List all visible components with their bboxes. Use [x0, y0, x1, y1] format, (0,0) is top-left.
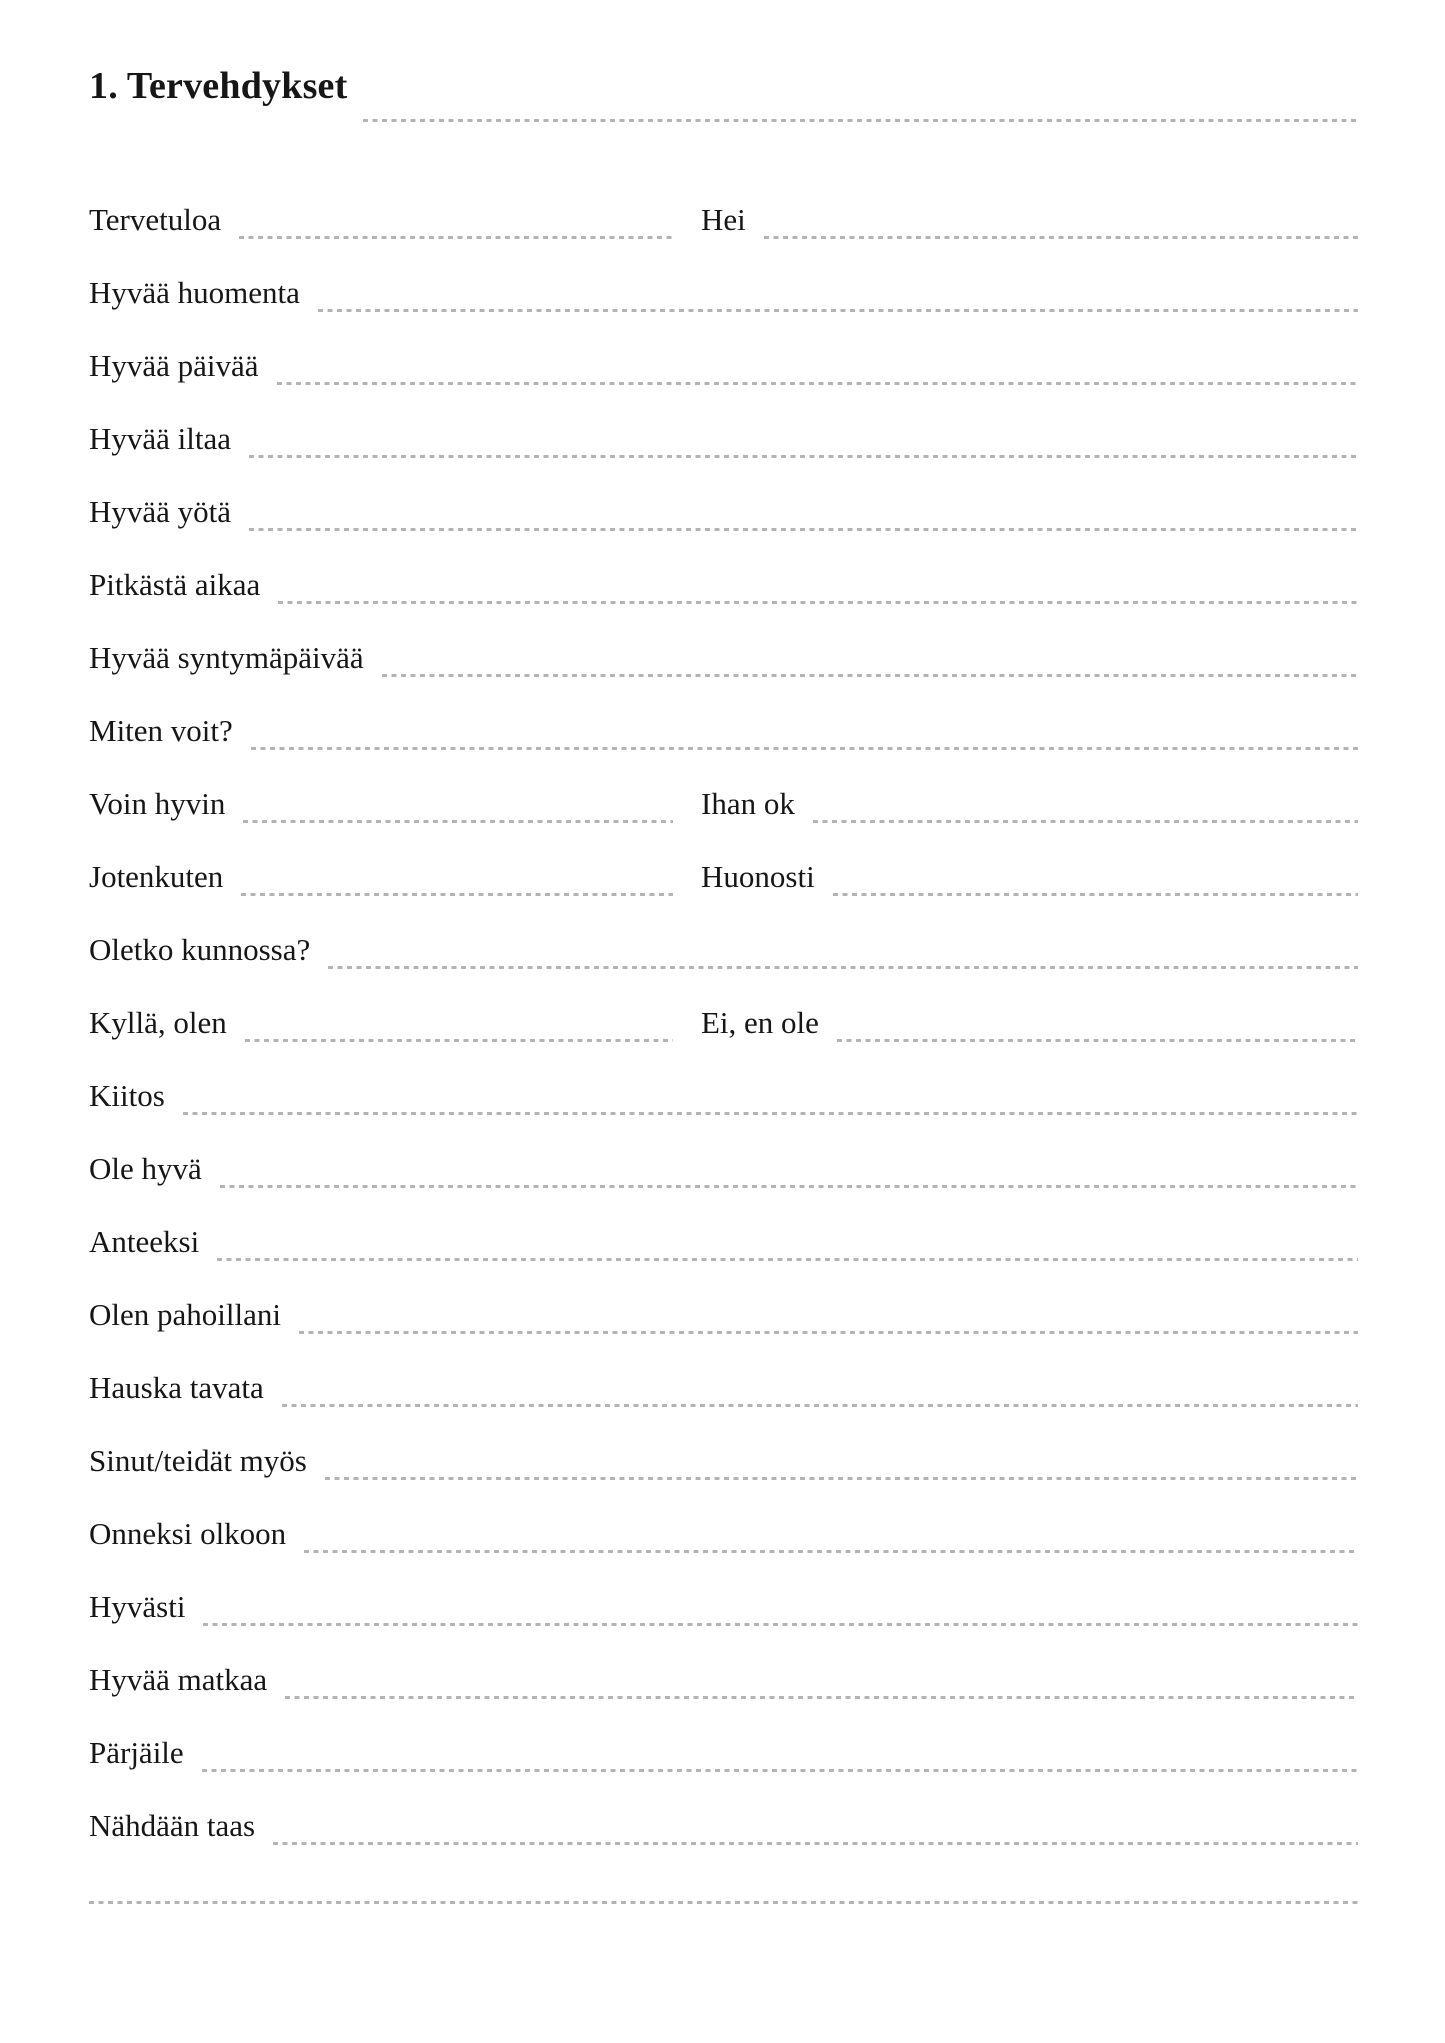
- phrase-cell: [89, 673, 1358, 746]
- phrase-row: [89, 527, 1358, 600]
- dotted-writing-line: [217, 1258, 1358, 1261]
- phrase-row: [89, 819, 1358, 892]
- phrase-cell: [89, 381, 1358, 454]
- dotted-writing-line: [278, 601, 1358, 604]
- phrase-row: [89, 1184, 1358, 1257]
- phrase-cell: [89, 1038, 1358, 1111]
- dotted-writing-line: [813, 820, 1358, 823]
- dotted-writing-line: [249, 455, 1358, 458]
- phrase-label: Miten voit?: [89, 712, 233, 748]
- dotted-writing-line: [220, 1185, 1358, 1188]
- phrase-cell: [701, 965, 1358, 1038]
- phrase-label: Hyvää päivää: [89, 347, 259, 383]
- dotted-writing-line: [241, 893, 673, 896]
- dotted-writing-line: [273, 1842, 1358, 1845]
- phrase-row: [89, 965, 1358, 1038]
- phrase-label: Nähdään taas: [89, 1807, 256, 1843]
- phrase-row: [89, 1476, 1358, 1549]
- dotted-writing-line: [382, 674, 1358, 677]
- phrase-row: [89, 600, 1358, 673]
- phrase-cell: [89, 819, 673, 892]
- phrase-cell: [89, 1768, 1358, 1841]
- phrase-row: [89, 454, 1358, 527]
- phrase-label: Hyvästi: [89, 1588, 186, 1624]
- phrase-cell: [89, 527, 1358, 600]
- phrase-row: [89, 162, 1358, 235]
- phrase-row: [89, 1038, 1358, 1111]
- phrase-row: [89, 308, 1358, 381]
- phrase-label: Sinut/teidät myös: [89, 1442, 307, 1478]
- phrase-cell: [701, 819, 1358, 892]
- phrase-row: [89, 1330, 1358, 1403]
- phrase-cell: [89, 308, 1358, 381]
- dotted-writing-line: [202, 1769, 1358, 1772]
- phrase-row: [89, 1622, 1358, 1695]
- dotted-writing-line: [239, 236, 673, 239]
- phrase-label: Hyvää huomenta: [89, 274, 300, 310]
- dotted-writing-line: [833, 893, 1358, 896]
- dotted-writing-line: [243, 820, 673, 823]
- dotted-writing-line: [325, 1477, 1358, 1480]
- phrase-cell: [89, 235, 1358, 308]
- phrase-label: Hyvää syntymäpäivää: [89, 639, 364, 675]
- phrase-row: [89, 1768, 1358, 1841]
- phrase-label: Hauska tavata: [89, 1369, 264, 1405]
- phrase-row: [89, 1257, 1358, 1330]
- phrase-cell: [89, 1330, 1358, 1403]
- phrase-row: [89, 235, 1358, 308]
- phrase-row: [89, 1111, 1358, 1184]
- phrase-cell: [89, 1549, 1358, 1622]
- phrase-label: Ihan ok: [701, 785, 795, 821]
- phrase-cell: [89, 1257, 1358, 1330]
- phrase-cell: [89, 1622, 1358, 1695]
- dotted-writing-line: [282, 1404, 1358, 1407]
- page-title: 1. Tervehdykset: [89, 65, 348, 107]
- phrase-row: [89, 381, 1358, 454]
- phrase-label: Anteeksi: [89, 1223, 200, 1259]
- dotted-writing-line: [304, 1550, 1358, 1553]
- phrase-label: Hei: [701, 201, 746, 237]
- dotted-writing-line: [318, 309, 1358, 312]
- phrase-label: Olen pahoillani: [89, 1296, 281, 1332]
- phrase-label: Ole hyvä: [89, 1150, 202, 1186]
- phrase-row: [89, 746, 1358, 819]
- dotted-writing-line: [245, 1039, 673, 1042]
- dotted-writing-line: [837, 1039, 1358, 1042]
- phrase-label: Pitkästä aikaa: [89, 566, 261, 602]
- phrase-cell: [89, 965, 673, 1038]
- phrase-row: [89, 673, 1358, 746]
- phrase-label: Ei, en ole: [701, 1004, 819, 1040]
- phrase-label: Huonosti: [701, 858, 815, 894]
- phrase-row: [89, 1549, 1358, 1622]
- phrase-row: [89, 1403, 1358, 1476]
- phrase-label: Hyvää matkaa: [89, 1661, 268, 1697]
- phrase-cell: [89, 892, 1358, 965]
- phrase-row: [89, 892, 1358, 965]
- phrase-label: Pärjäile: [89, 1734, 184, 1770]
- phrase-label: Voin hyvin: [89, 785, 226, 821]
- phrase-cell: [89, 1111, 1358, 1184]
- phrase-row: [89, 1695, 1358, 1768]
- dotted-writing-line: [251, 747, 1358, 750]
- dotted-writing-line: [277, 382, 1358, 385]
- dotted-writing-line: [764, 236, 1358, 239]
- dotted-writing-line: [328, 966, 1358, 969]
- phrase-cell: [89, 1403, 1358, 1476]
- phrase-cell: [89, 746, 673, 819]
- dotted-writing-line: [183, 1112, 1358, 1115]
- phrase-cell: [89, 1184, 1358, 1257]
- dotted-writing-line: [285, 1696, 1358, 1699]
- phrase-cell: [701, 746, 1358, 819]
- phrase-cell: [89, 1695, 1358, 1768]
- dotted-writing-line: [249, 528, 1358, 531]
- phrase-label: Kyllä, olen: [89, 1004, 227, 1040]
- phrase-cell: [89, 454, 1358, 527]
- phrase-label: Kiitos: [89, 1077, 165, 1113]
- phrase-cell: [701, 162, 1358, 235]
- phrase-label: Jotenkuten: [89, 858, 224, 894]
- dotted-writing-line: [299, 1331, 1358, 1334]
- phrase-label: Hyvää yötä: [89, 493, 232, 529]
- phrase-label: Hyvää iltaa: [89, 420, 232, 456]
- phrase-label: Oletko kunnossa?: [89, 931, 311, 967]
- phrase-rows: [89, 162, 1358, 1841]
- phrase-cell: [89, 600, 1358, 673]
- section-title-row: [89, 64, 1358, 110]
- title-dotted-line: [363, 119, 1358, 122]
- phrase-cell: [89, 162, 673, 235]
- phrase-label: Onneksi olkoon: [89, 1515, 287, 1551]
- dotted-writing-line: [203, 1623, 1358, 1626]
- bottom-dotted-divider: [89, 1901, 1358, 1904]
- phrase-cell: [89, 1476, 1358, 1549]
- phrase-label: Tervetuloa: [89, 201, 222, 237]
